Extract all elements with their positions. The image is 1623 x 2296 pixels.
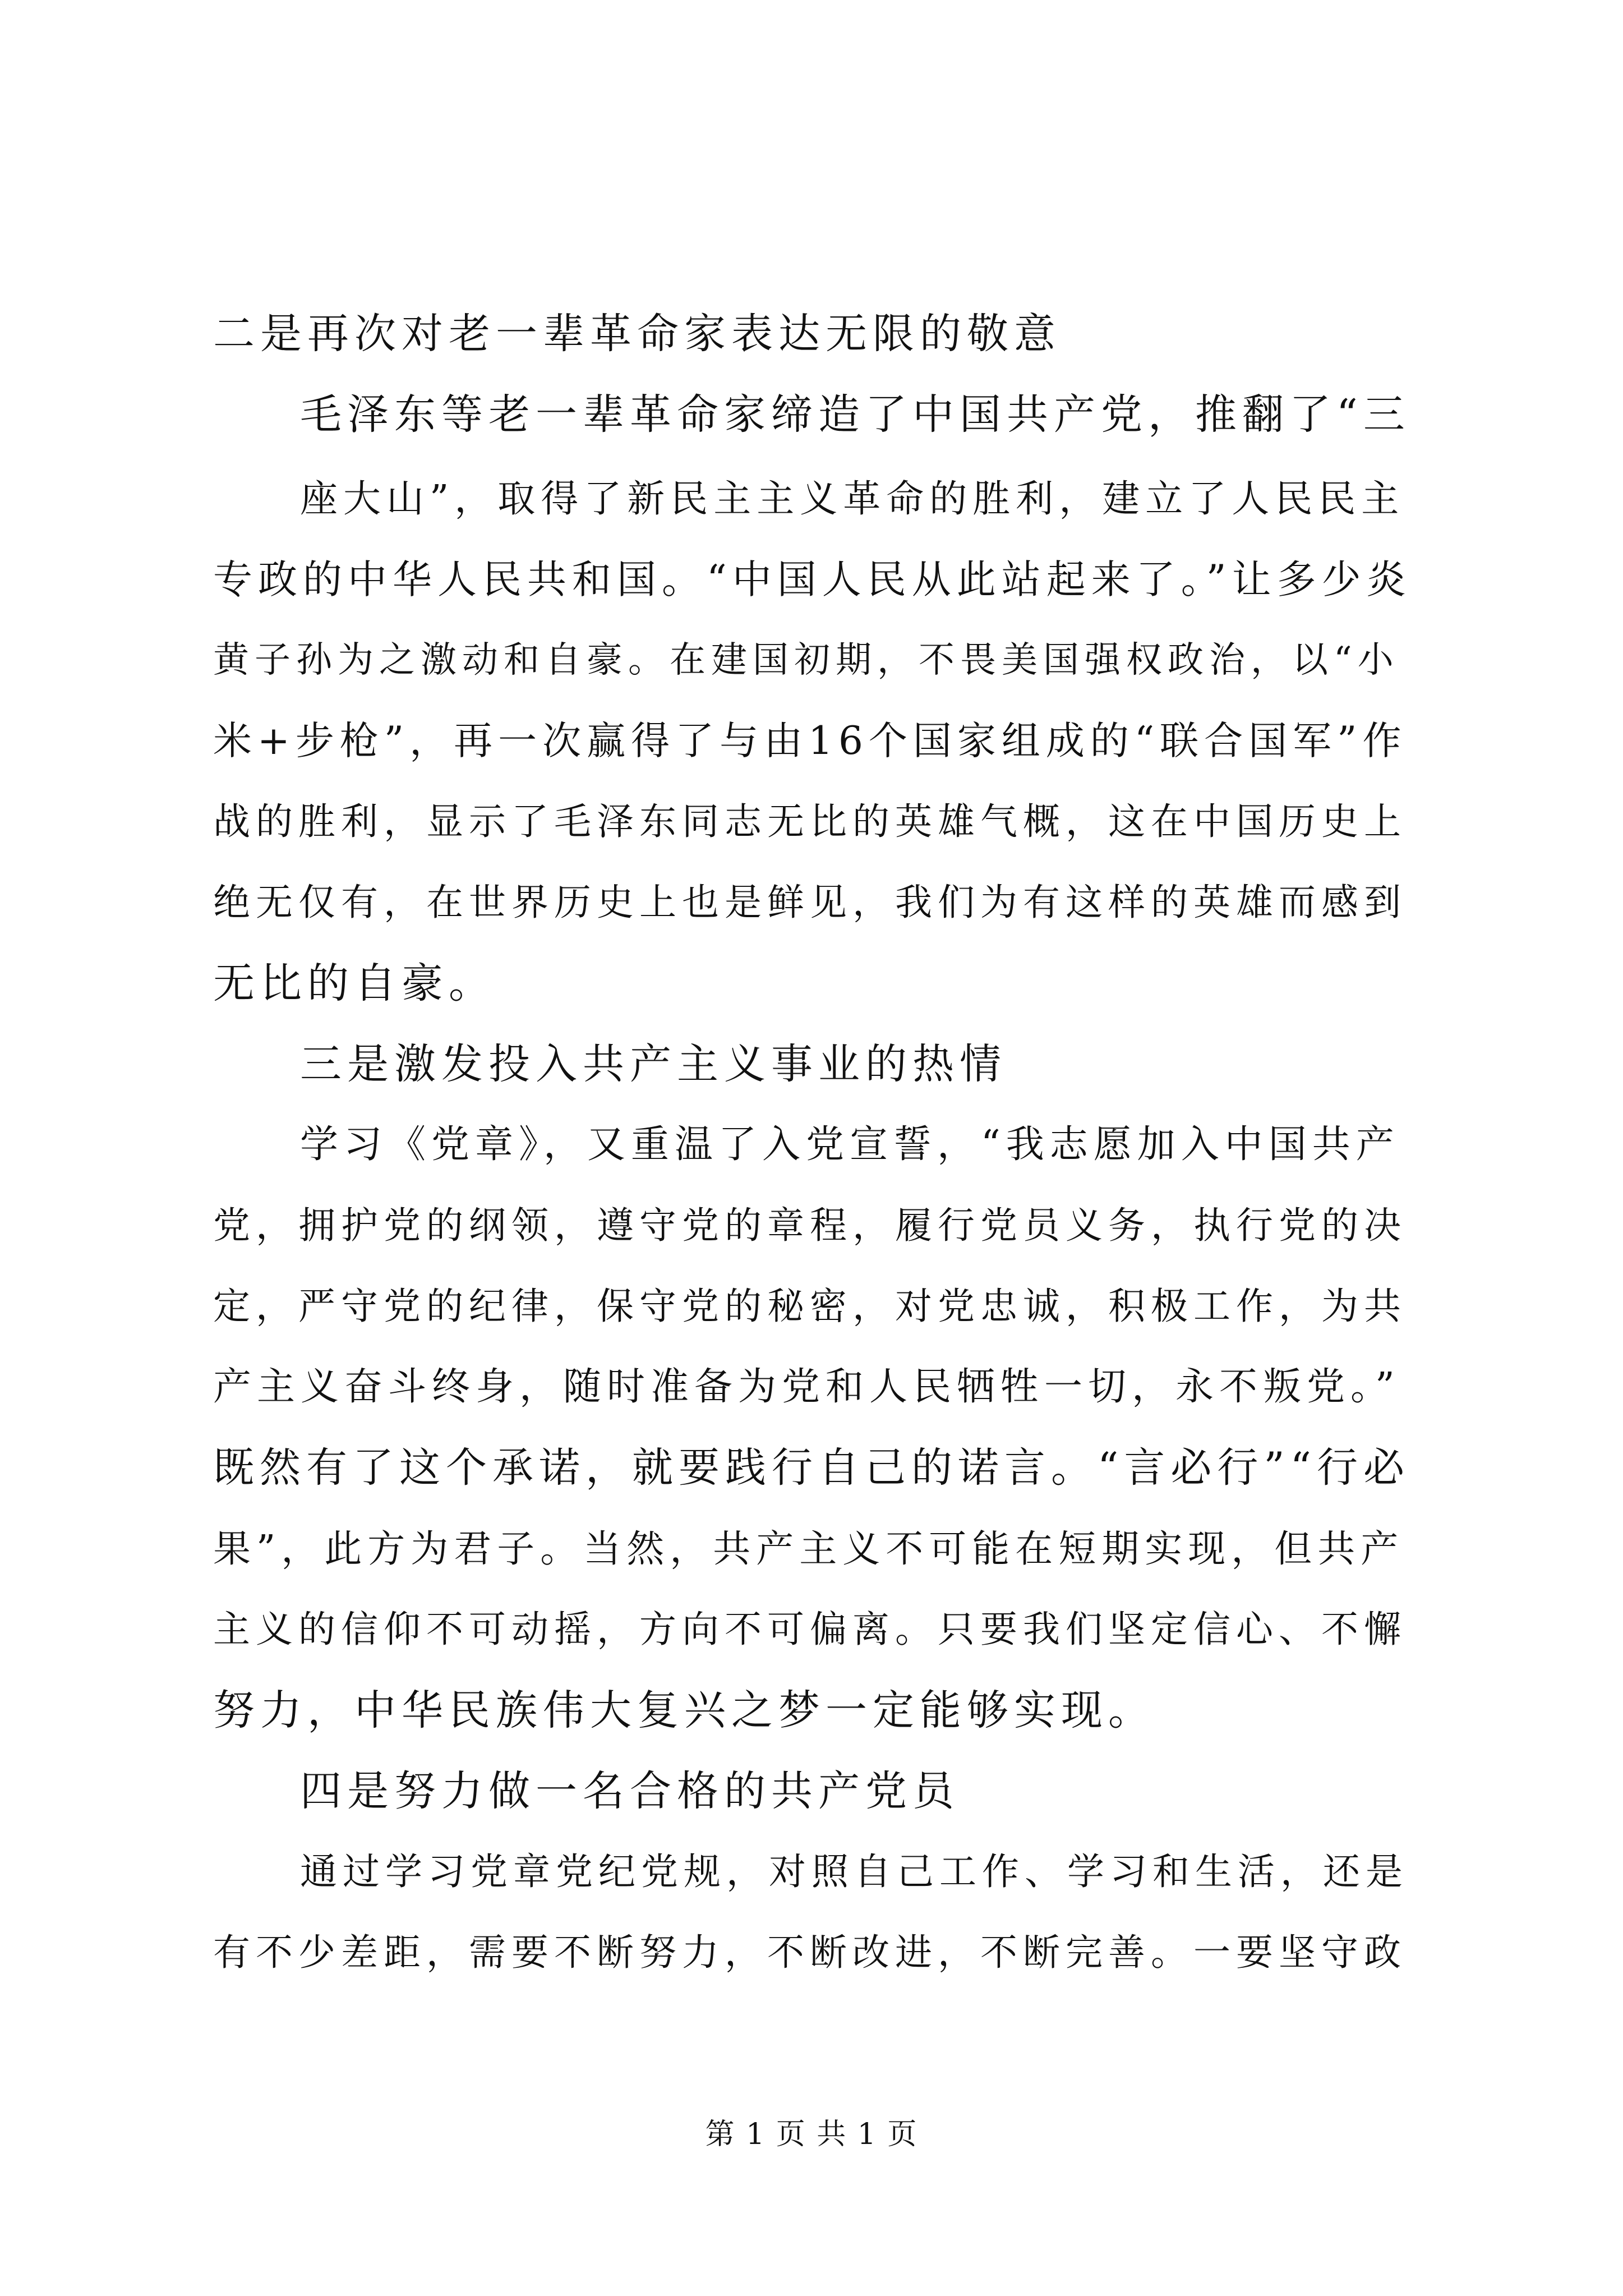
paragraph-1-line-6: 战的胜利，显示了毛泽东同志无比的英雄气概，这在中国历史上 [213,800,1407,843]
paragraph-2-line-8: 努力，中华民族伟大复兴之梦一定能够实现。 [213,1686,1155,1734]
paragraph-1-line-8: 无比的自豪。 [213,959,496,1007]
paragraph-1-line-5: 米+步枪”，再一次赢得了与由16个国家组成的“联合国军”作 [213,719,1407,763]
paragraph-1-line-2: 座大山”，取得了新民主主义革命的胜利，建立了人民民主 [300,477,1405,521]
paragraph-1-line-3: 专政的中华人民共和国。“中国人民从此站起来了。”让多少炎 [213,556,1412,602]
paragraph-2-line-2: 党，拥护党的纲领，遵守党的章程，履行党员义务，执行党的决 [213,1204,1407,1247]
heading-two: 二是再次对老一辈革命家表达无限的敬意 [213,310,1061,358]
paragraph-2-line-6: 果”，此方为君子。当然，共产主义不可能在短期实现，但共产 [213,1527,1404,1571]
paragraph-3-line-2: 有不少差距，需要不断努力，不断改进，不断完善。一要坚守政 [213,1931,1407,1974]
paragraph-2-line-3: 定，严守党的纪律，保守党的秘密，对党忠诚，积极工作，为共 [213,1285,1407,1328]
paragraph-2-line-4: 产主义奋斗终身，随时准备为党和人民牺牲一切，永不叛党。” [213,1365,1400,1409]
paragraph-1-line-1: 毛泽东等老一辈革命家缔造了中国共产党，推翻了“三 [300,390,1410,439]
paragraph-2-line-5: 既然有了这个承诺，就要践行自己的诺言。“言必行”“行必 [213,1444,1410,1492]
paragraph-3-line-1: 通过学习党章党纪党规，对照自己工作、学习和生活，还是 [300,1850,1408,1893]
paragraph-2-line-1: 学习《党章》，又重温了入党宣誓，“我志愿加入中国共产 [300,1122,1400,1167]
paragraph-1-line-7: 绝无仅有，在世界历史上也是鲜见，我们为有这样的英雄而感到 [213,881,1407,924]
paragraph-1-line-4: 黄子孙为之激动和自豪。在建国初期，不畏美国强权政治，以“小 [213,639,1399,681]
heading-three: 三是激发投入共产主义事业的热情 [300,1040,1007,1088]
paragraph-2-line-7: 主义的信仰不可动摇，方向不可偏离。只要我们坚定信心、不懈 [213,1608,1407,1651]
page-footer: 第 1 页 共 1 页 [705,2118,918,2151]
heading-four: 四是努力做一名合格的共产党员 [300,1767,960,1815]
